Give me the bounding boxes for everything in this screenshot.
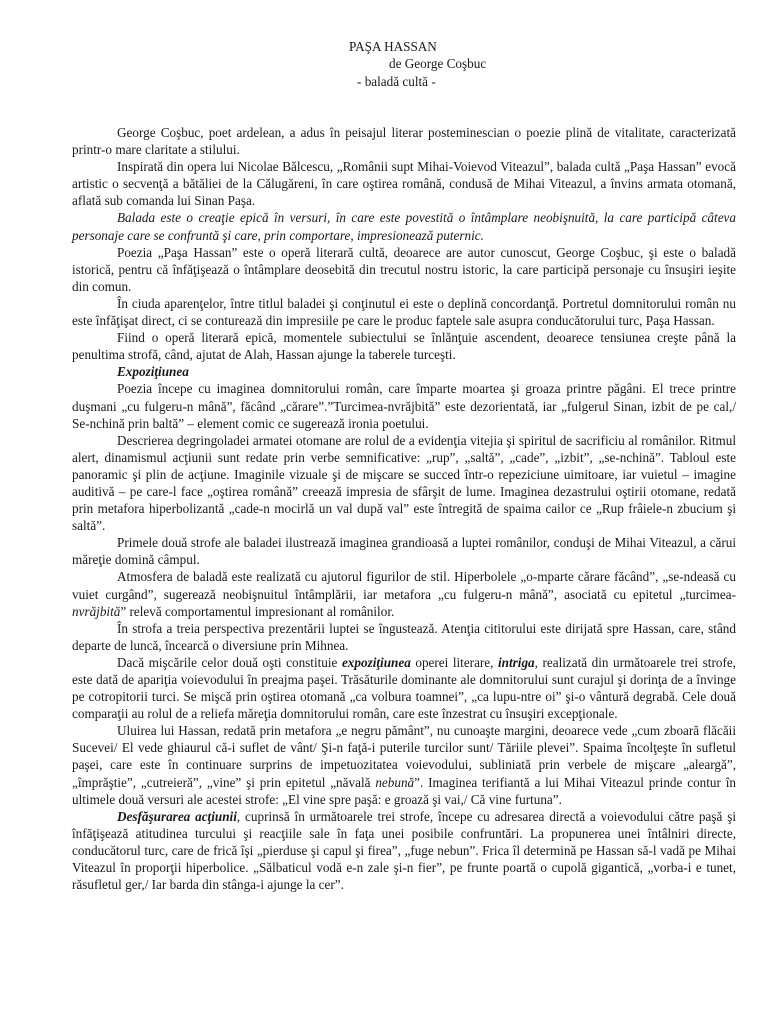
paragraph-inspiration: Inspirată din opera lui Nicolae Bălcescu, „Românii supt Mihai-Voievod Viteazul”, balada cultă „Paşa Hassan” evocă artistic o secvenţă a bătăliei de la Călugăreni, în care oştirea română, condusă de Mihai Viteazul, a învins armata otomană, aflată sub comanda lui Sinan Paşa. [72, 159, 736, 209]
text-segment: ” relevă comportamentul impresionant al românilor. [120, 603, 395, 619]
paragraph-intrigue [72, 654, 736, 722]
document-title: PAŞA HASSAN [349, 39, 437, 54]
paragraph-literary-work: Poezia „Paşa Hassan” este o operă literară cultă, deoarece are autor cunoscut, George Coşbuc, şi este o baladă istorică, pentru că înfăţişează o întâmplare deosebită din trecutul nostru istoric, la care participă personaje cu însuşiri ieşite din comun. [72, 244, 736, 294]
paragraph-intro: George Coşbuc, poet ardelean, a adus în peisajul literar posteminescian o poezie plină de vitalitate, caracterizată printr-o mare claritate a stilului. [72, 125, 736, 158]
paragraph-stylistic-figures [72, 568, 736, 619]
term-intrigue: intriga [498, 654, 535, 670]
author-line: de George Coşbuc [389, 56, 487, 71]
paragraph-action-development [72, 808, 736, 893]
section-heading-exposition: Expoziţiunea [117, 364, 189, 380]
text-segment: , realizată din următoarele trei strofe, este dată de apariţia voievodului în preajma paşei. Trăsăturile dominante ale domnitorului sunt curajul şi dorinţa de a învinge pe cotropitorii turci. Se mişcă prin oştirea otomană „ca volbura toamnei”, „ca lupu-ntre oi” şi-o vântură degrabă. Cele două comparaţii au rolul de a reliefa măreţia domnitorului român, care este înzestrat cu însuşiri excepţionale. [72, 654, 736, 722]
paragraph-army-collapse: Descrierea degringoladei armatei otomane are rolul de a evidenţia vitejia şi spiritul de sacrificiu al românilor. Ritmul alert, dinamismul acţiunii sunt redate prin verbe semnificative: „rup”, „saltă”, „cade”, „izbit”, „se-nchină”. Tabloul este panoramic şi plin de acţiune. Imaginile vizuale şi de mişcare se succed într-o repeziciune uimitoare, iar vuietul – imagine auditivă – pe care-l face „oştirea română” creează impresia de sfârşit de lume. Imaginea dezastrului oştirii otomane, redată prin metafora hiperbolizantă „cade-n mocirlă un val după val” este întregită de spaima cailor ce „Rup frâiele-n zbucium şi saltă”. [72, 432, 736, 534]
paragraph-ballad-definition: Balada este o creaţie epică în versuri, în care este povestită o întâmplare neobişnuită, la care participă câteva personaje care se confruntă şi care, prin comportare, impresionează puternic. [72, 210, 736, 243]
paragraph-title-concordance: În ciuda aparenţelor, între titlul baladei şi conţinutul ei este o deplină concordanţă. Portretul domnitorului român nu este înfăţişat direct, ci se conturează din impresiile pe care le produc faptele sale asupra conducătorului turc, Paşa Hassan. [72, 295, 736, 329]
italic-segment: nebună [375, 774, 415, 790]
text-segment: Dacă mişcările celor două oşti constituie [117, 654, 342, 670]
text-segment: ”. Imaginea terifiantă a lui Mihai Viteazul prinde contur în ultimele două versuri ale acestei strofe: „El vine spre paşă: e groază şi vai,/ Că vine furtuna”. [72, 774, 736, 807]
term-exposition: expoziţiunea [341, 654, 411, 670]
paragraph-epic-structure: Fiind o operă literară epică, momentele subiectului se înlănţuie ascendent, deoarece tensiunea creşte până la penultima strofă, când, ajutat de Alah, Hassan ajunge la taberele turceşti. [72, 330, 736, 363]
genre-line: - baladă cultă - [357, 74, 436, 89]
term-action-development: Desfăşurarea acţiunii [117, 808, 237, 824]
document-body [72, 124, 736, 893]
paragraph-opening-image: Poezia începe cu imaginea domnitorului român, care împarte moartea şi groaza printre păgâni. El trece printre duşmani „cu fulgeru-n mână”, făcând „cărare”.”Turcimea-nvrăjbită” este dezorientată, iar „fulgerul Sinan, izbit de pe cal,/ Se-nchină prin baltă” – element comic ce sugerează ironia poetului. [72, 381, 736, 431]
paragraph-third-strophe: În strofa a treia perspectiva prezentării luptei se îngustează. Atenţia cititorului este dirijată spre Hassan, care, stând departe de luncă, încearcă o diversiune prin Mihnea. [72, 620, 736, 653]
text-segment: , cuprinsă în următoarele trei strofe, începe cu adresarea directă a voievodului către paşă şi înfăţişează atitudinea turcului şi reacţiile sale în faţa unei posibile confruntări. La propunerea unei întâlniri directe, conducătorul turc, care de frică îşi „pierduse şi capul şi firea”, „fuge nebun”. Frica îl determină pe Hassan să-l vadă pe Mihai Viteazul în proporţii hiperbolice. „Sălbaticul vodă e-n zale şi-n fier”, pe frunte poartă o cupolă gigantică, „vorba-i e tunet, răsufletul ger,/ Iar barda din stânga-i ajunge la cer”. [72, 808, 736, 893]
italic-segment: nvrăjbită [72, 603, 121, 619]
paragraph-first-strophes: Primele două strofe ale baladei ilustrează imaginea grandioasă a luptei românilor, conduşi de Mihai Viteazul, a cărui măreţie domină câmpul. [72, 535, 736, 568]
paragraph-hassan-astonishment [72, 722, 736, 807]
text-segment: Atmosfera de baladă este realizată cu ajutorul figurilor de stil. Hiperbolele „o-mparte cărare făcând”, „se-ndeasă cu vuiet curgând”, sugerează neobişnuitul întâmplării, iar metafora „cu fulgeru-n mână”, asociată cu epitetul „turcimea- [72, 569, 736, 602]
text-segment: Uluirea lui Hassan, redată prin metafora „e negru pământ”, nu cunoaşte margini, deoarece vede „cum zboară flăcăii Sucevei/ El vede ghiaurul că-i suflet de vânt/ Şi-n faţă-i puterile turcilor sunt/ Tăriile plevei”. Spaima încolţeşte în sufletul paşei, care este în continuare surprins de impetuozitatea voievodului, subliniată prin verbele de mişcare „aleargă”, „împrăştie”, „cutreieră”, „vine” şi prin epitetul „năvală [72, 723, 736, 790]
text-segment: operei literare, [410, 654, 498, 670]
